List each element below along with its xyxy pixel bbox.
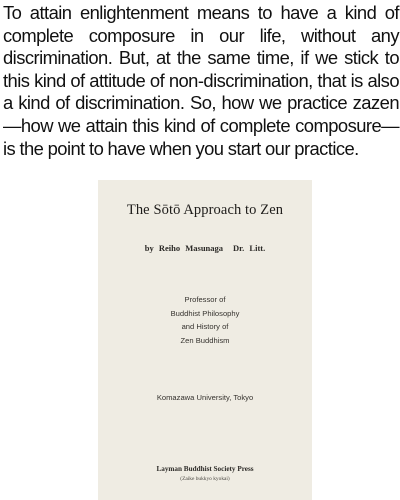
university: Komazawa University, Tokyo <box>156 393 254 402</box>
position-line: and History of <box>181 322 229 332</box>
author-line <box>98 243 312 253</box>
author-position <box>98 293 312 347</box>
position-line: Professor of <box>184 295 226 304</box>
publisher-japanese: (Zaike bukkyo kyokai) <box>180 476 230 482</box>
author-name: by Reiho Masunaga <box>144 243 224 253</box>
book-title: The Sōtō Approach to Zen <box>126 202 284 218</box>
author-degree: Dr. Litt. <box>233 243 266 253</box>
publisher: Layman Buddhist Society Press <box>156 465 254 473</box>
position-line: Buddhist Philosophy <box>170 308 240 318</box>
position-line: Zen Buddhism <box>180 335 230 345</box>
quote-text: To attain enlightenment means to have a kind of complete composure in our life, without any discrimination. But, at the same time, if we stick to this kind of attitude of non-discrimination, that is also a kind of discrimination. So, how we practice zazen—how we attain this kind of complete composure—is the point to have when you start our practice. <box>3 2 399 159</box>
book-title-page <box>98 180 312 500</box>
